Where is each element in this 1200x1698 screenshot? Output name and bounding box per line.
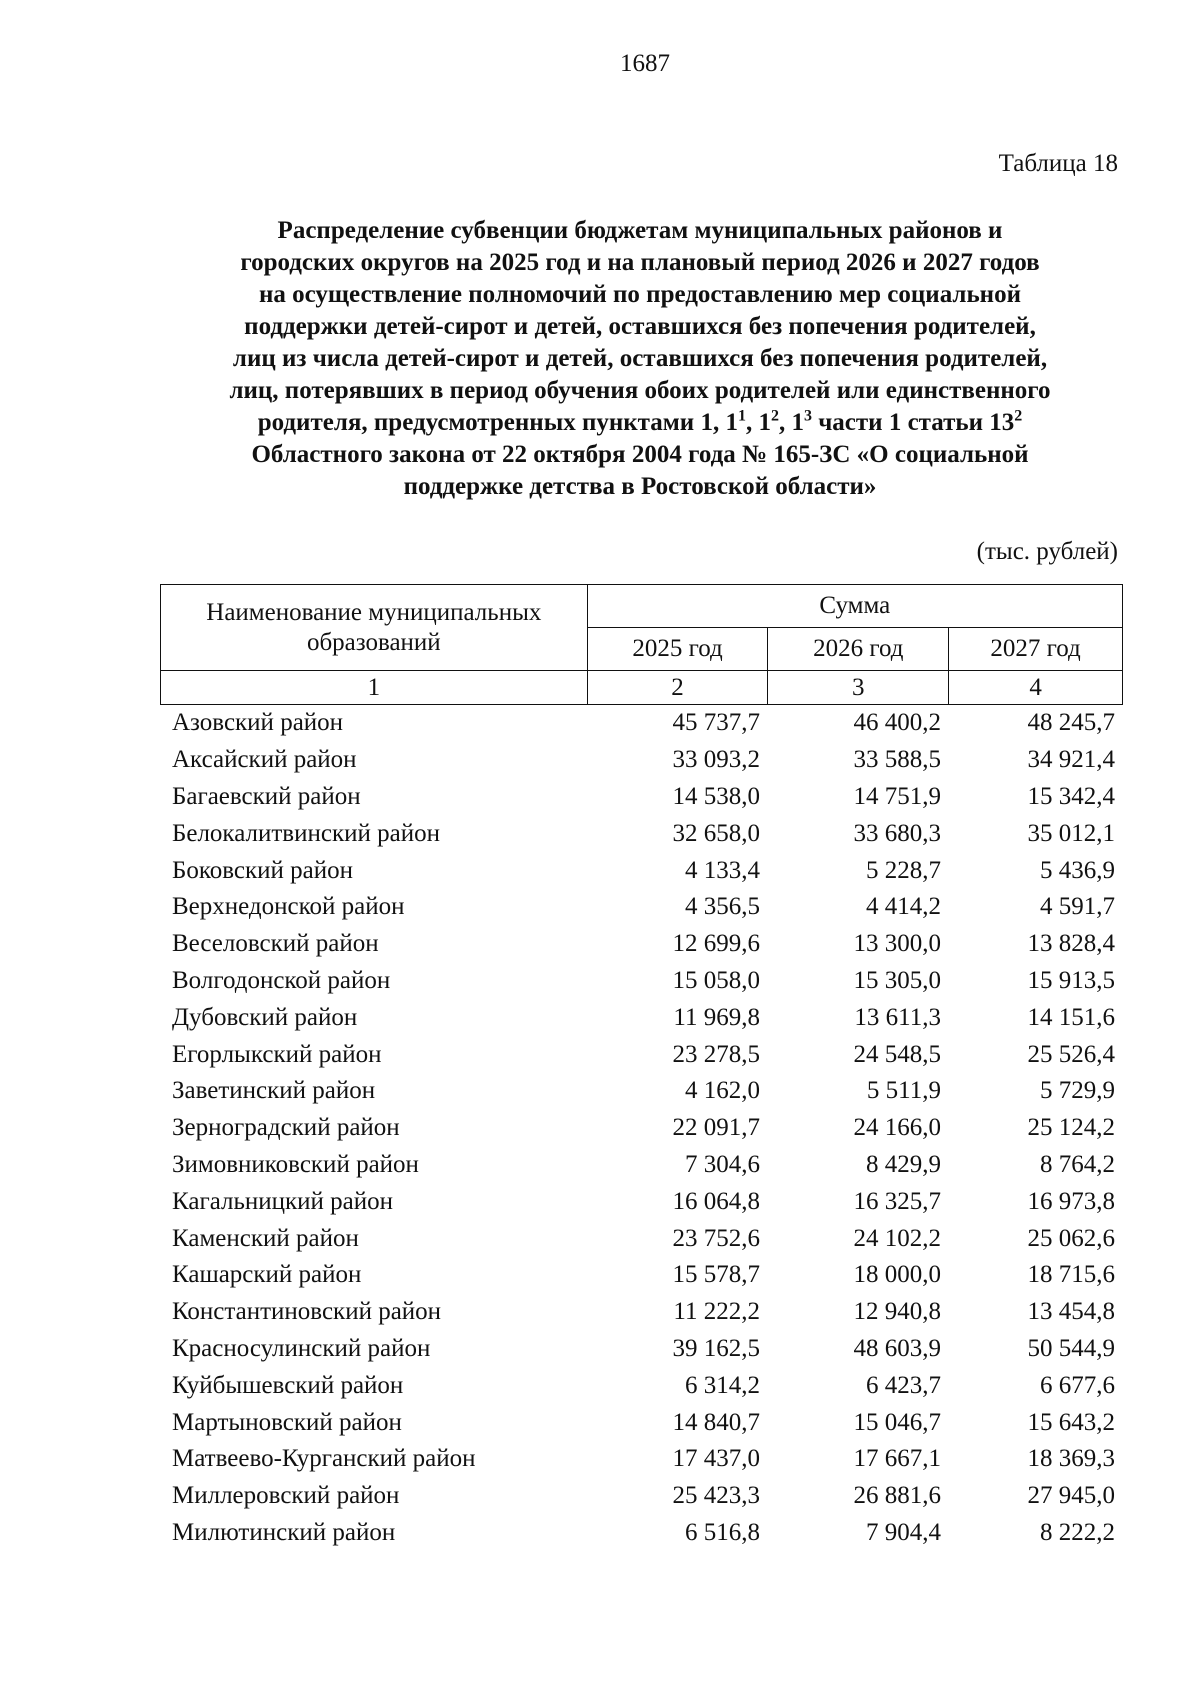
value-2027: 34 921,4 [1027,746,1115,774]
table-row [160,1110,1123,1147]
value-2026: 6 423,7 [866,1371,941,1399]
table-row [160,889,1123,926]
table-row [160,1220,1123,1257]
title-text: части 1 статьи 13 [811,409,1015,436]
header-sum-column: Сумма [587,585,1122,628]
title-line: поддержке детства в Ростовской области» [403,473,877,500]
table-row [160,1331,1123,1368]
column-number: 3 [768,671,949,705]
value-2025: 12 699,6 [672,930,760,958]
municipality-name: Зерноградский район [172,1114,400,1142]
table-row [160,963,1123,1000]
data-table [160,705,1123,1551]
value-2025: 32 658,0 [672,819,760,847]
value-2027: 48 245,7 [1027,709,1115,737]
value-2025: 22 091,7 [672,1114,760,1142]
value-2027: 13 454,8 [1027,1298,1115,1326]
municipality-name: Белокалитвинский район [172,819,440,847]
superscript: 1 [737,407,746,425]
value-2026: 46 400,2 [853,709,941,737]
value-2026: 5 511,9 [866,1077,941,1105]
superscript: 2 [1014,407,1023,425]
municipality-name: Милютинский район [172,1518,396,1546]
value-2027: 15 913,5 [1027,966,1115,994]
value-2026: 15 046,7 [853,1408,941,1436]
superscript: 2 [770,407,779,425]
value-2025: 15 578,7 [672,1261,760,1289]
municipality-name: Боковский район [172,856,353,884]
value-2025: 4 162,0 [685,1077,760,1105]
value-2026: 7 904,4 [866,1518,941,1546]
value-2025: 25 423,3 [672,1482,760,1510]
municipality-name: Кашарский район [172,1261,362,1289]
value-2026: 13 611,3 [854,1003,941,1031]
table-row [160,705,1123,742]
title-text: , 1 [778,409,804,436]
municipality-name: Миллеровский район [172,1482,400,1510]
value-2026: 33 588,5 [853,746,941,774]
title-line: на осуществление полномочий по предоставлению мер социальной [259,281,1021,308]
value-2027: 27 945,0 [1027,1482,1115,1510]
municipality-name: Куйбышевский район [172,1371,404,1399]
value-2027: 25 526,4 [1027,1040,1115,1068]
table-row [160,1478,1123,1515]
units-label: (тыс. рублей) [976,538,1118,565]
header-year-2027: 2027 год [949,628,1123,671]
value-2026: 17 667,1 [853,1445,941,1473]
table-row [160,815,1123,852]
value-2027: 4 591,7 [1040,893,1115,921]
table-body [160,705,1123,1551]
value-2025: 6 516,8 [685,1518,760,1546]
title-line: поддержки детей-сирот и детей, оставшихся без попечения родителей, [244,313,1036,340]
value-2027: 50 544,9 [1027,1334,1115,1362]
value-2027: 8 222,2 [1040,1518,1115,1546]
value-2027: 14 151,6 [1027,1003,1115,1031]
value-2026: 4 414,2 [866,893,941,921]
title-text: родителя, предусмотренных пунктами 1, 1 [257,409,738,436]
value-2026: 24 548,5 [853,1040,941,1068]
municipality-name: Красносулинский район [172,1334,431,1362]
table-header [160,584,1123,705]
superscript: 3 [803,407,812,425]
header-year-2025: 2025 год [587,628,768,671]
value-2025: 7 304,6 [685,1150,760,1178]
municipality-name: Константиновский район [172,1298,442,1326]
title-text: , 1 [745,409,771,436]
table-row [160,926,1123,963]
value-2027: 25 062,6 [1027,1224,1115,1252]
title-line [160,407,1120,439]
value-2025: 33 093,2 [672,746,760,774]
table-row [160,742,1123,779]
table-row [160,779,1123,816]
value-2026: 14 751,9 [853,782,941,810]
municipality-name: Егорлыкский район [172,1040,382,1068]
municipality-name: Веселовский район [172,930,379,958]
table-row [160,1257,1123,1294]
value-2026: 33 680,3 [853,819,941,847]
value-2026: 24 102,2 [853,1224,941,1252]
value-2027: 35 012,1 [1027,819,1115,847]
value-2026: 24 166,0 [853,1114,941,1142]
municipality-name: Заветинский район [172,1077,376,1105]
value-2025: 17 437,0 [672,1445,760,1473]
table-row [160,1294,1123,1331]
value-2027: 13 828,4 [1027,930,1115,958]
title-line: Распределение субвенции бюджетам муниципальных районов и [277,217,1003,244]
table-row [160,999,1123,1036]
municipality-name: Аксайский район [172,746,357,774]
column-number: 1 [161,671,588,705]
header-name-column: Наименование муниципальных образований [161,585,588,671]
table-row [160,1036,1123,1073]
table-row [160,1441,1123,1478]
municipality-name: Багаевский район [172,782,361,810]
value-2025: 14 538,0 [672,782,760,810]
municipality-name: Каменский район [172,1224,359,1252]
table-row [160,1147,1123,1184]
value-2025: 15 058,0 [672,966,760,994]
municipality-name: Дубовский район [172,1003,358,1031]
table-row [160,1073,1123,1110]
value-2025: 39 162,5 [672,1334,760,1362]
table-row [160,852,1123,889]
header-year-2026: 2026 год [768,628,949,671]
page-number: 1687 [620,50,670,77]
value-2027: 18 369,3 [1027,1445,1115,1473]
value-2026: 13 300,0 [853,930,941,958]
value-2026: 5 228,7 [866,856,941,884]
value-2025: 11 222,2 [673,1298,760,1326]
value-2025: 4 356,5 [685,893,760,921]
value-2025: 4 133,4 [685,856,760,884]
table-row [160,1367,1123,1404]
value-2025: 23 278,5 [672,1040,760,1068]
municipality-name: Азовский район [172,709,344,737]
value-2025: 23 752,6 [672,1224,760,1252]
value-2026: 48 603,9 [853,1334,941,1362]
value-2027: 15 643,2 [1027,1408,1115,1436]
value-2026: 12 940,8 [853,1298,941,1326]
value-2027: 5 436,9 [1040,856,1115,884]
column-number: 4 [949,671,1123,705]
value-2026: 15 305,0 [853,966,941,994]
value-2025: 14 840,7 [672,1408,760,1436]
value-2027: 16 973,8 [1027,1187,1115,1215]
value-2026: 16 325,7 [853,1187,941,1215]
document-title [160,215,1120,503]
value-2025: 6 314,2 [685,1371,760,1399]
value-2027: 15 342,4 [1027,782,1115,810]
title-line: Областного закона от 22 октября 2004 года № 165-ЗС «О социальной [251,441,1029,468]
municipality-name: Верхнедонской район [172,893,405,921]
table-label: Таблица 18 [998,150,1118,177]
municipality-name: Кагальницкий район [172,1187,394,1215]
value-2027: 8 764,2 [1040,1150,1115,1178]
municipality-name: Зимовниковский район [172,1150,419,1178]
column-number: 2 [587,671,768,705]
value-2025: 16 064,8 [672,1187,760,1215]
value-2026: 8 429,9 [866,1150,941,1178]
value-2025: 11 969,8 [673,1003,760,1031]
title-line: лиц, потерявших в период обучения обоих родителей или единственного [229,377,1051,404]
table-row [160,1404,1123,1441]
municipality-name: Матвеево-Курганский район [172,1445,476,1473]
value-2027: 25 124,2 [1027,1114,1115,1142]
title-line: лиц из числа детей-сирот и детей, оставшихся без попечения родителей, [232,345,1048,372]
value-2025: 45 737,7 [672,709,760,737]
value-2027: 6 677,6 [1040,1371,1115,1399]
value-2026: 26 881,6 [853,1482,941,1510]
municipality-name: Волгодонской район [172,966,391,994]
value-2027: 5 729,9 [1040,1077,1115,1105]
value-2027: 18 715,6 [1027,1261,1115,1289]
value-2026: 18 000,0 [853,1261,941,1289]
table-row [160,1515,1123,1552]
table-row [160,1183,1123,1220]
municipality-name: Мартыновский район [172,1408,402,1436]
title-line: городских округов на 2025 год и на плановый период 2026 и 2027 годов [240,249,1040,276]
